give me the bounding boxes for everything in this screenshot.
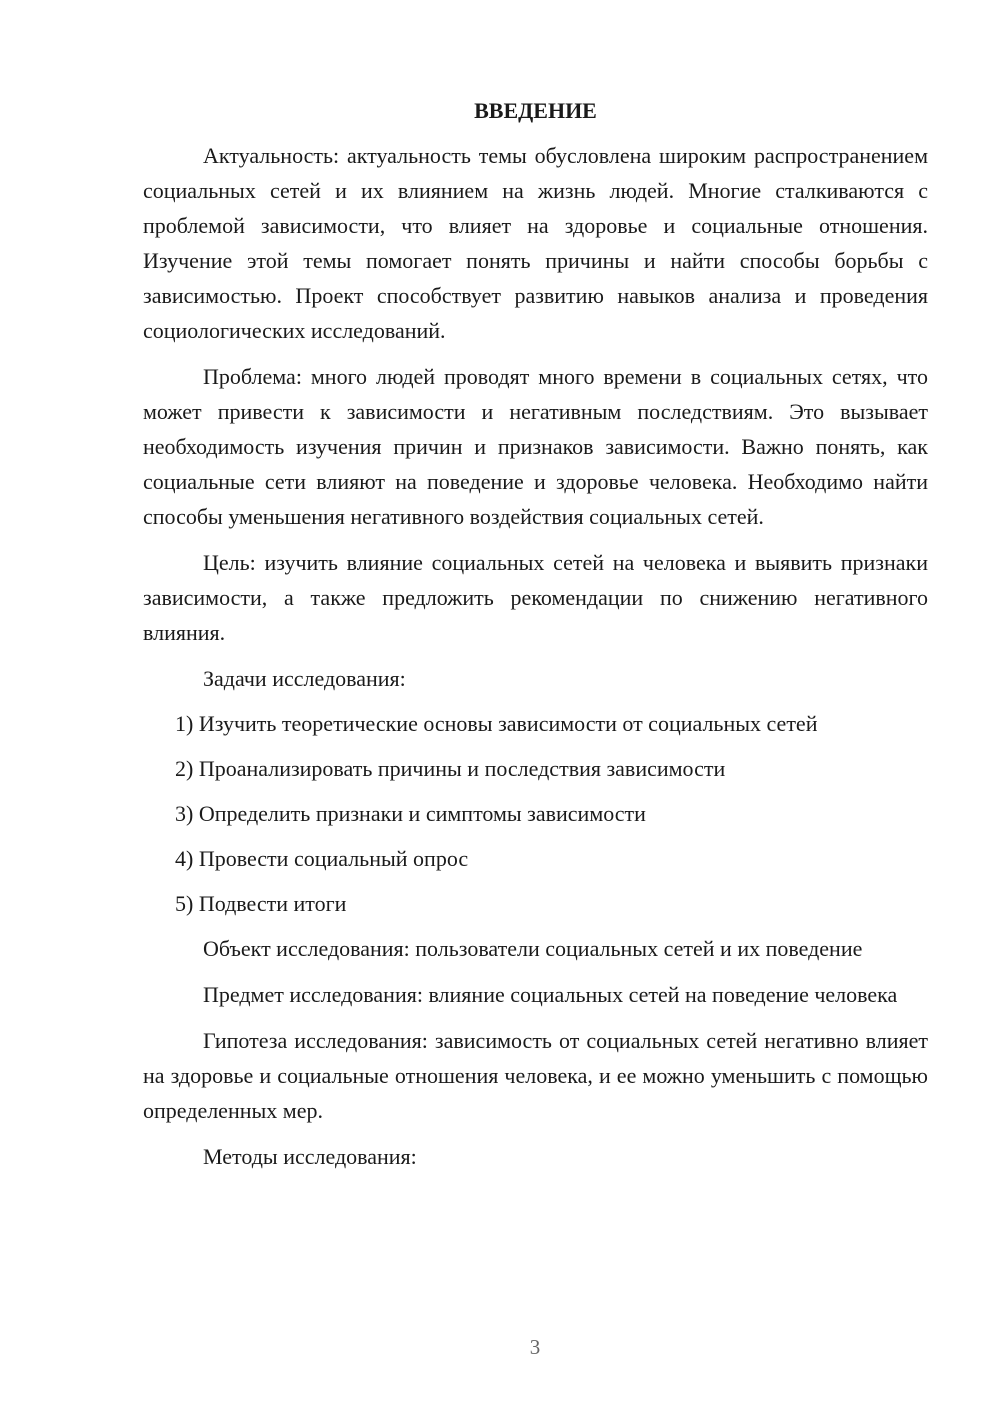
task-list bbox=[143, 706, 928, 921]
document-page bbox=[143, 96, 928, 1174]
task-item: 1) Изучить теоретические основы зависимости от социальных сетей bbox=[175, 711, 818, 736]
methods-label: Методы исследования: bbox=[203, 1144, 417, 1169]
task-item: 3) Определить признаки и симптомы зависимости bbox=[175, 801, 646, 826]
task-item: 5) Подвести итоги bbox=[175, 891, 347, 916]
relevance-paragraph: Актуальность: актуальность темы обусловлена широким распространением социальных сетей и их влиянием на жизнь людей. Многие сталкиваются с проблемой зависимости, что влияет на здоровье и социальные отношения. Изучение этой темы помогает понять причины и найти способы борьбы с зависимостью. Проект способствует развитию навыков анализа и проведения социологических исследований. bbox=[143, 143, 928, 343]
hypothesis-paragraph: Гипотеза исследования: зависимость от социальных сетей негативно влияет на здоровье и социальные отношения человека, и ее можно уменьшить с помощью определенных мер. bbox=[143, 1028, 928, 1123]
task-item: 2) Проанализировать причины и последствия зависимости bbox=[175, 756, 726, 781]
page-number: 3 bbox=[529, 1335, 541, 1359]
section-title: ВВЕДЕНИЕ bbox=[474, 98, 597, 123]
subject-paragraph: Предмет исследования: влияние социальных сетей на поведение человека bbox=[203, 982, 898, 1007]
tasks-label: Задачи исследования: bbox=[203, 666, 406, 691]
object-paragraph: Объект исследования: пользователи социальных сетей и их поведение bbox=[203, 936, 863, 961]
problem-paragraph: Проблема: много людей проводят много времени в социальных сетях, что может привести к зависимости и негативным последствиям. Это вызывает необходимость изучения причин и признаков зависимости. Важно понять, как социальные сети влияют на поведение и здоровье человека. Необходимо найти способы уменьшения негативного воздействия социальных сетей. bbox=[143, 364, 928, 529]
goal-paragraph: Цель: изучить влияние социальных сетей на человека и выявить признаки зависимости, а также предложить рекомендации по снижению негативного влияния. bbox=[143, 550, 928, 645]
task-item: 4) Провести социальный опрос bbox=[175, 846, 469, 871]
